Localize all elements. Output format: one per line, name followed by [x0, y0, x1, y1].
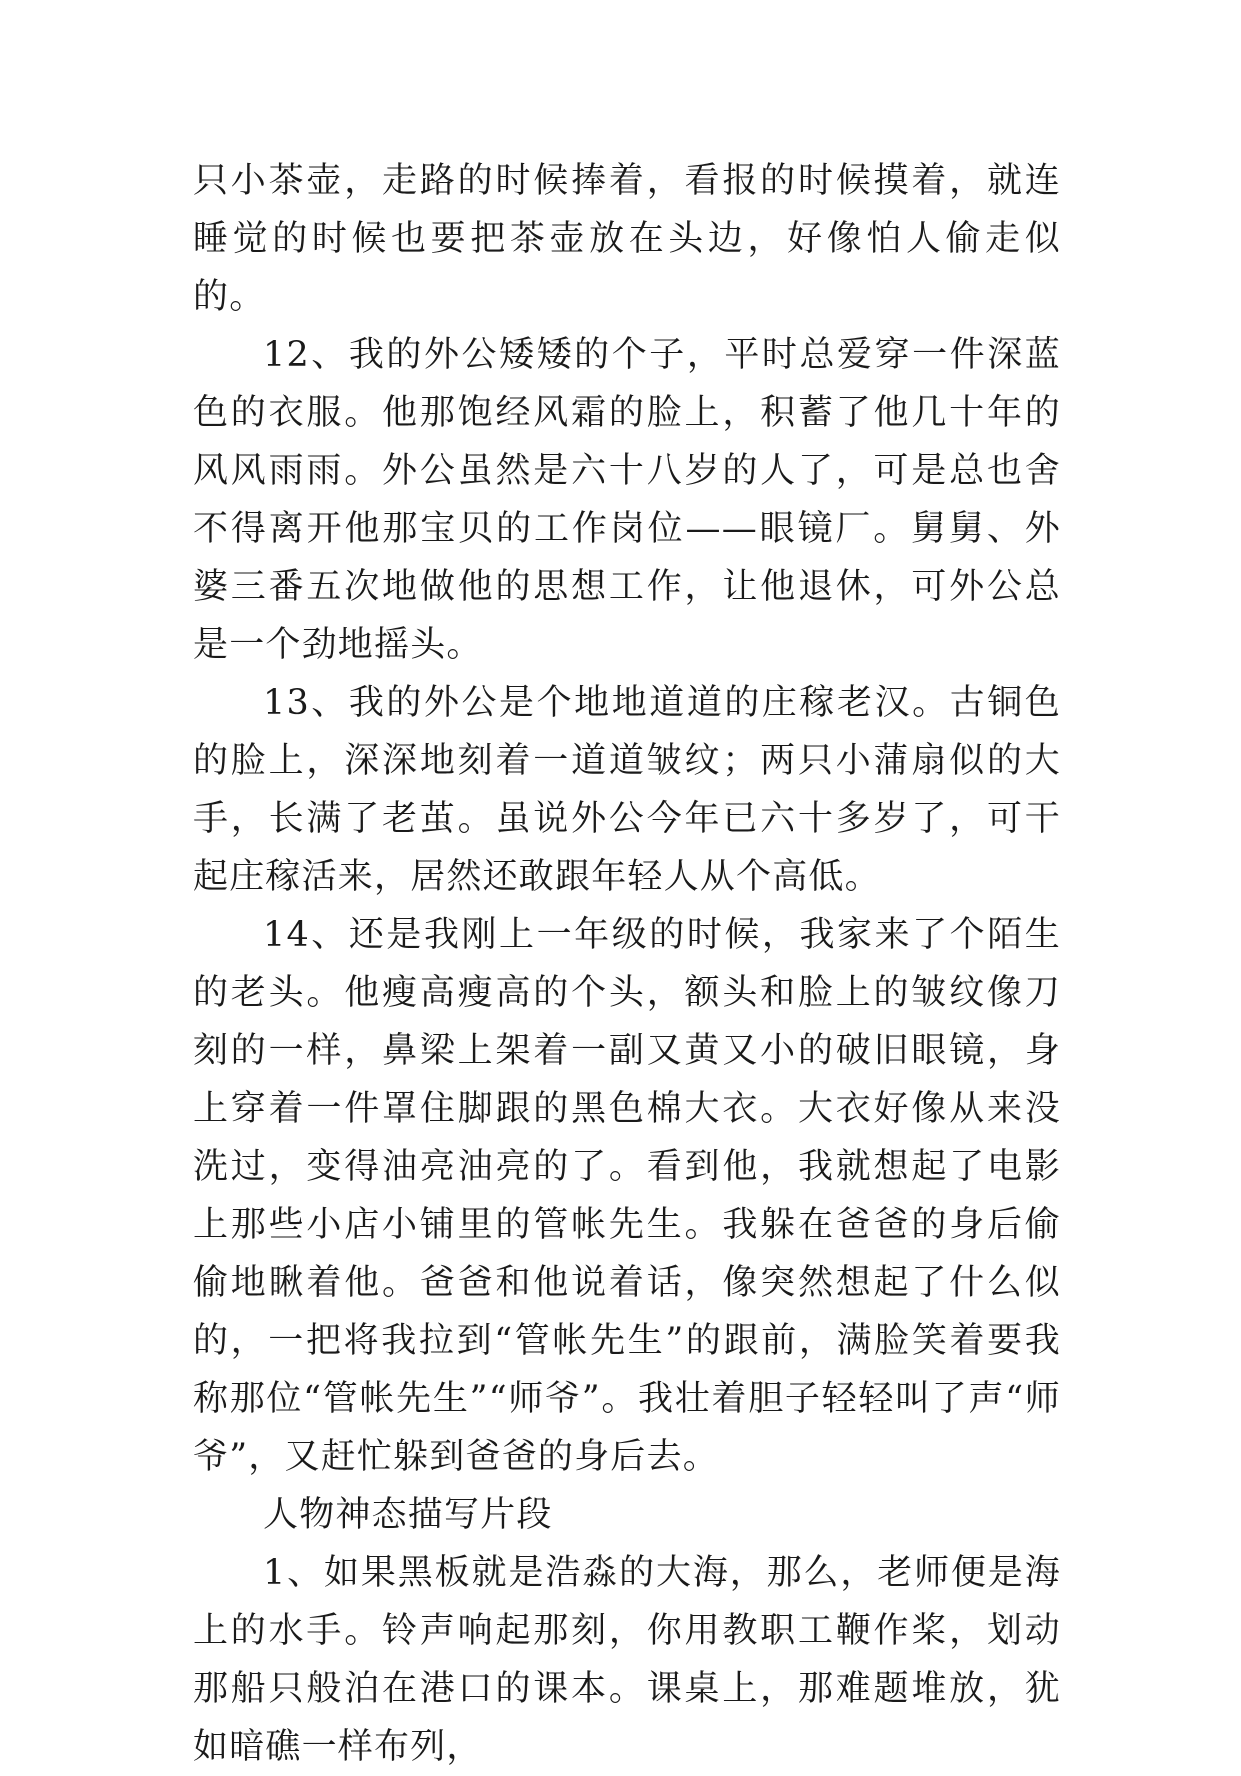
paragraph-continuation: 只小茶壶，走路的时候捧着，看报的时候摸着，就连睡觉的时候也要把茶壶放在头边，好像怕人偷走似的。	[193, 161, 1061, 317]
paragraph-13: 13、我的外公是个地地道道的庄稼老汉。古铜色的脸上，深深地刻着一道道皱纹；两只小蒲扇似的大手，长满了老茧。虽说外公今年已六十多岁了，可干起庄稼活来，居然还敢跟年轻人从个高低。	[193, 683, 1061, 897]
section-heading: 人物神态描写片段	[263, 1495, 553, 1535]
paragraph-12: 12、我的外公矮矮的个子，平时总爱穿一件深蓝色的衣服。他那饱经风霜的脸上，积蓄了他几十年的风风雨雨。外公虽然是六十八岁的人了，可是总也舍不得离开他那宝贝的工作岗位——眼镜厂。舅舅、外婆三番五次地做他的思想工作，让他退休，可外公总是一个劲地摇头。	[193, 335, 1061, 665]
paragraph-14: 14、还是我刚上一年级的时候，我家来了个陌生的老头。他瘦高瘦高的个头，额头和脸上的皱纹像刀刻的一样，鼻梁上架着一副又黄又小的破旧眼镜，身上穿着一件罩住脚跟的黑色棉大衣。大衣好像从来没洗过，变得油亮油亮的了。看到他，我就想起了电影上那些小店小铺里的管帐先生。我躲在爸爸的身后偷偷地瞅着他。爸爸和他说着话，像突然想起了什么似的，一把将我拉到“管帐先生”的跟前，满脸笑着要我称那位“管帐先生”“师爷”。我壮着胆子轻轻叫了声“师爷”，又赶忙躲到爸爸的身后去。	[193, 915, 1061, 1477]
document-body	[193, 152, 1061, 1776]
paragraph-1: 1、如果黑板就是浩淼的大海，那么，老师便是海上的水手。铃声响起那刻，你用教职工鞭作桨，划动那船只般泊在港口的课本。课桌上，那难题堆放，犹如暗礁一样布列，	[193, 1553, 1061, 1767]
